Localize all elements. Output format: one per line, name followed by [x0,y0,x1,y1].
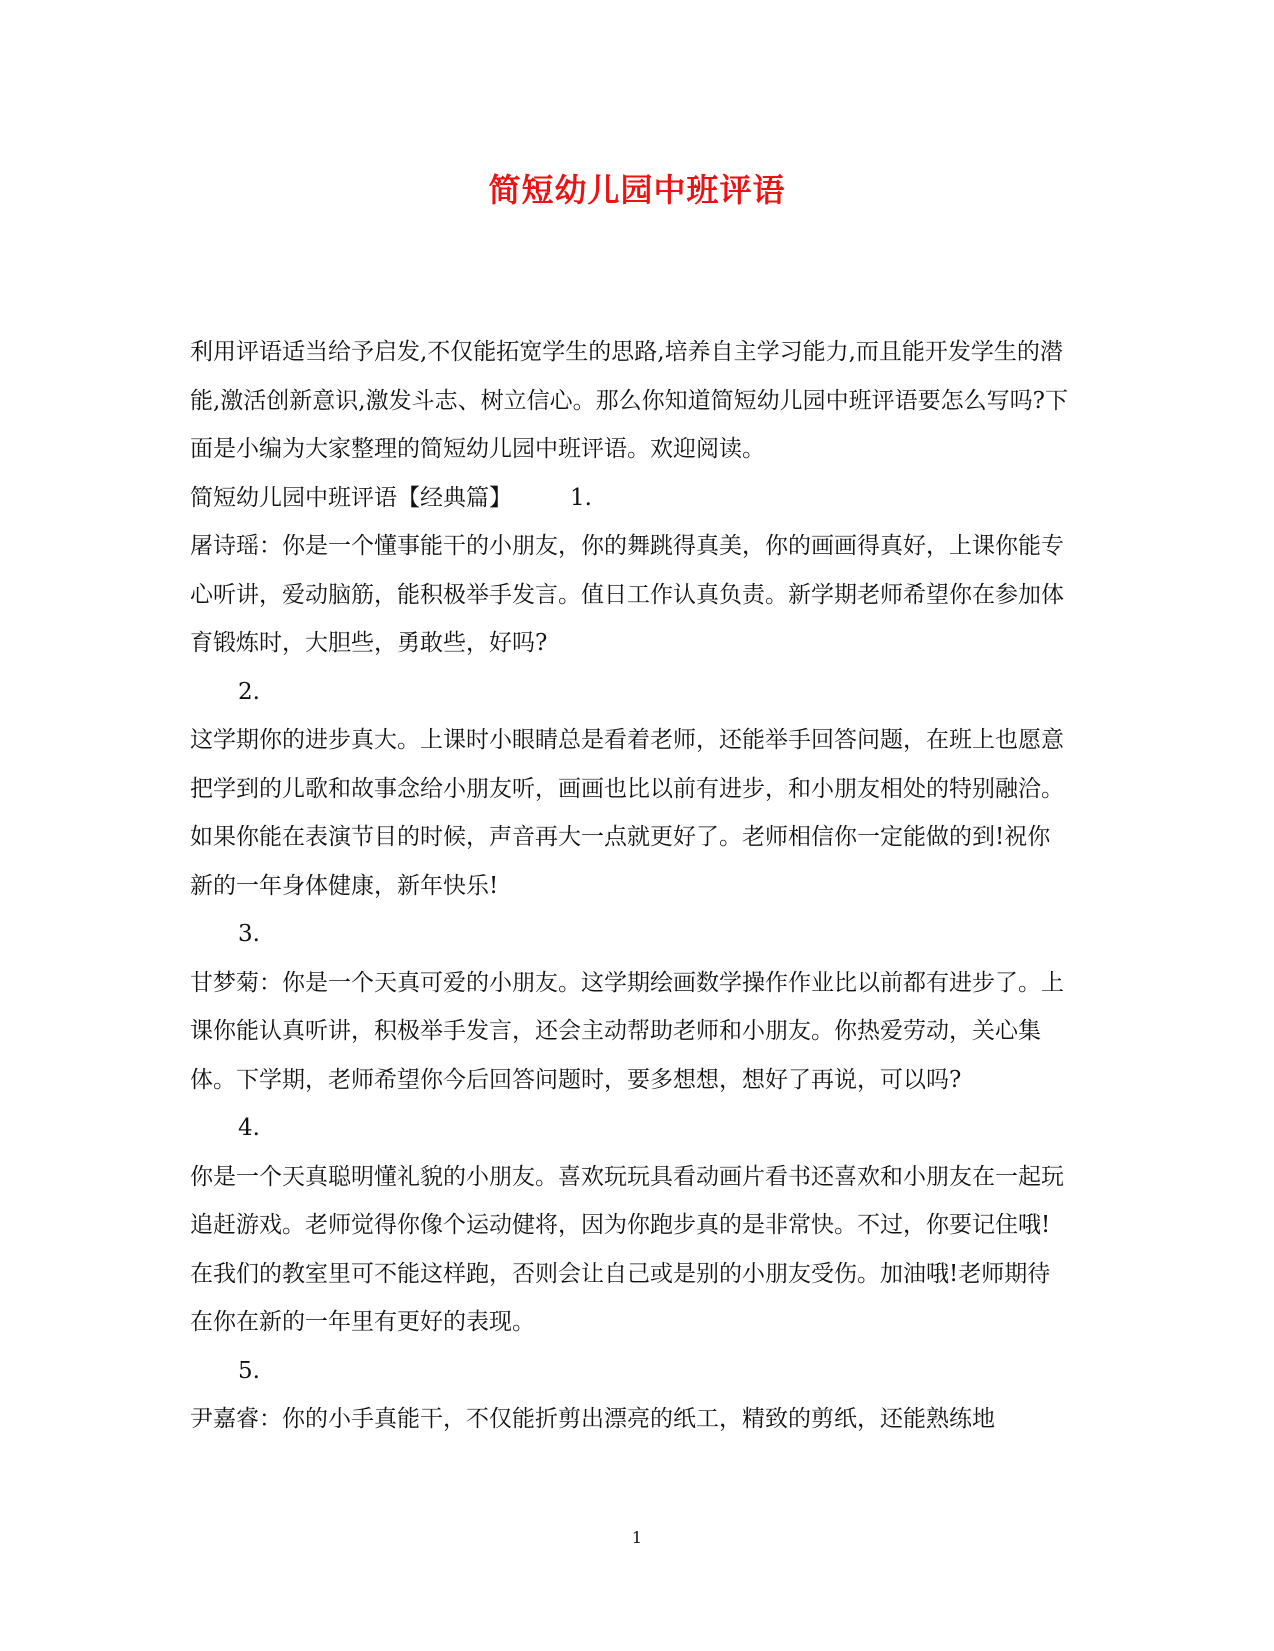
section-heading-line [190,474,1070,523]
document-title: 简短幼儿园中班评语 [488,171,786,209]
intro-paragraph: 利用评语适当给予启发,不仅能拓宽学生的思路,培养自主学习能力,而且能开发学生的潜能,激活创新意识,激发斗志、树立信心。那么你知道简短幼儿园中班评语要怎么写吗?下面是小编为大家整理的简短幼儿园中班评语。欢迎阅读。 [190,339,1068,462]
document-body [190,328,1070,1444]
comment-text-4: 你是一个天真聪明懂礼貌的小朋友。喜欢玩玩具看动画片看书还喜欢和小朋友在一起玩追赶游戏。老师觉得你像个运动健将，因为你跑步真的是非常快。不过，你要记住哦!在我们的教室里可不能这样跑，否则会让自己或是别的小朋友受伤。加油哦!老师期待在你在新的一年里有更好的表现。 [190,1163,1064,1335]
comment-number-4: 4. [238,1115,260,1141]
comment-text-3: 甘梦菊：你是一个天真可爱的小朋友。这学期绘画数学操作作业比以前都有进步了。上课你能认真听讲，积极举手发言，还会主动帮助老师和小朋友。你热爱劳动，关心集体。下学期，老师希望你今后回答问题时，要多想想，想好了再说，可以吗? [190,969,1064,1093]
comment-number-3: 3. [238,921,260,947]
page-number: 1 [631,1528,643,1547]
comment-number-2: 2. [238,678,260,705]
section-heading: 简短幼儿园中班评语【经典篇】 [190,484,512,511]
comment-text-1: 屠诗瑶：你是一个懂事能干的小朋友，你的舞跳得真美，你的画画得真好，上课你能专心听讲，爱动脑筋，能积极举手发言。值日工作认真负责。新学期老师希望你在参加体育锻炼时，大胆些，勇敢些，好吗? [190,533,1064,656]
comment-number-1: 1. [570,484,592,511]
comment-text-2: 这学期你的进步真大。上课时小眼睛总是看着老师，还能举手回答问题，在班上也愿意把学到的儿歌和故事念给小朋友听，画画也比以前有进步，和小朋友相处的特别融洽。如果你能在表演节目的时候，声音再大一点就更好了。老师相信你一定能做的到!祝你新的一年身体健康，新年快乐! [190,727,1064,899]
comment-number-5: 5. [238,1357,260,1384]
comment-text-5: 尹嘉睿：你的小手真能干，不仅能折剪出漂亮的纸工，精致的剪纸，还能熟练地 [190,1406,995,1432]
